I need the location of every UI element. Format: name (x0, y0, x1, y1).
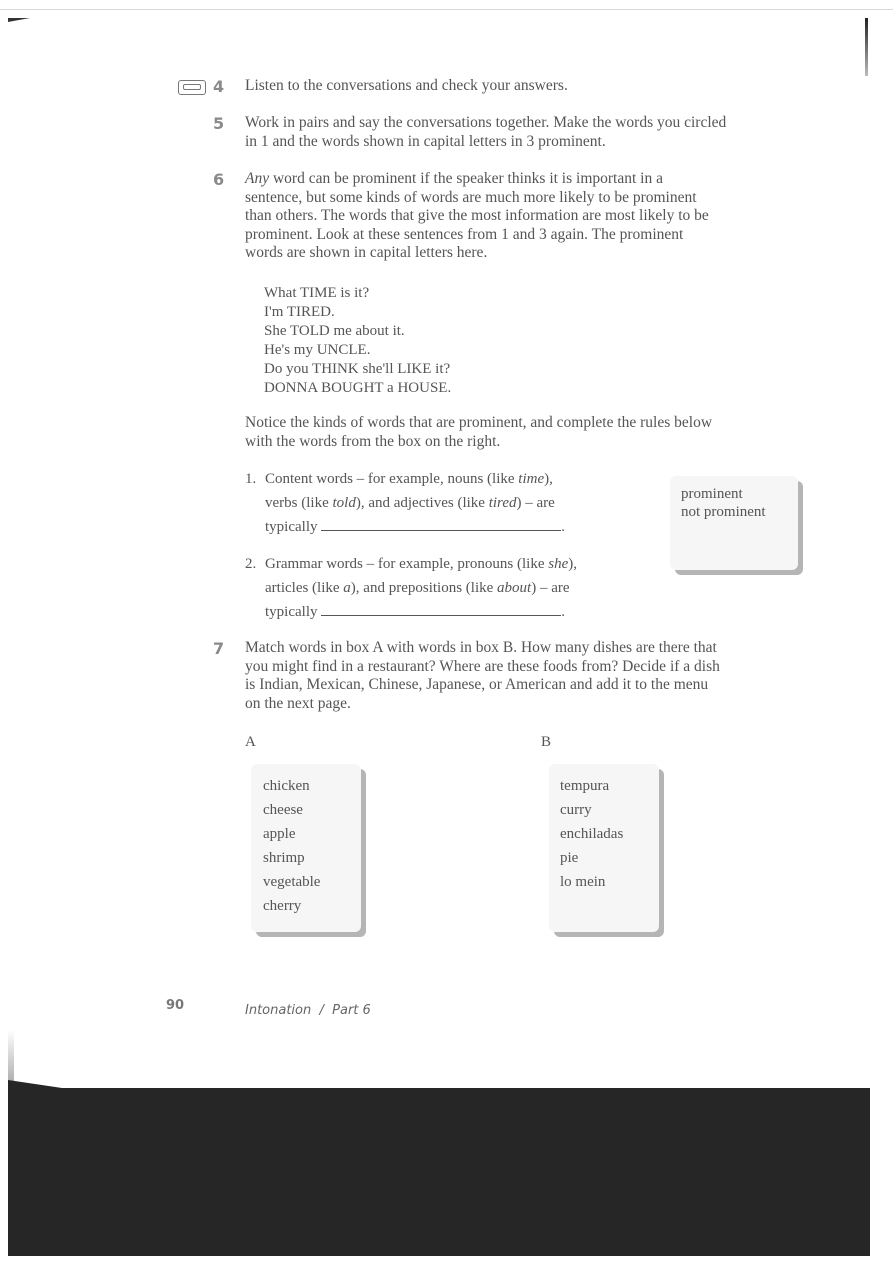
example-word: about (497, 580, 532, 596)
text-line: sentence, but some kinds of words are much more likely to be prominent (245, 188, 697, 206)
answer-blank[interactable] (321, 601, 561, 616)
exercise-5-text (245, 114, 825, 151)
example-word: time (518, 471, 545, 487)
exercise-7-text (245, 639, 825, 713)
text-line: Notice the kinds of words that are prominent, and complete the rules below (245, 414, 713, 431)
scan-dark-edge (8, 1080, 62, 1088)
exercise-4-text: Listen to the conversations and check your answers. (245, 77, 568, 94)
text: typically (265, 519, 318, 535)
sentence: She TOLD me about it. (264, 323, 405, 339)
scan-dark-background (8, 1088, 870, 1256)
text: ), (544, 471, 553, 487)
text: ), (568, 556, 578, 572)
text-line: words are shown in capital letters here. (245, 244, 488, 262)
sentence: Do you THINK she'll LIKE it? (264, 361, 451, 377)
scan-top-edge (0, 9, 893, 10)
word-box-a (251, 764, 361, 932)
scan-corner-mark (8, 18, 30, 22)
sentence: What TIME is it? (264, 285, 370, 301)
text-line: is Indian, Mexican, Chinese, Japanese, or American and add it to the menu (245, 676, 709, 694)
text-line: you might find in a restaurant? Where are these foods from? Decide if a dish (245, 657, 720, 675)
example-sentences (264, 284, 451, 398)
text-line: typically . (265, 515, 645, 539)
text: word can be prominent if the speaker thinks it is important in a (269, 170, 663, 187)
sentence: He's my UNCLE. (264, 342, 371, 358)
text: ), and prepositions (like (350, 580, 498, 596)
text-line (265, 576, 645, 600)
text-line: typically . (265, 600, 645, 624)
answer-word-box (670, 476, 798, 570)
box-word: prominent (681, 486, 743, 502)
exercise-6-text (245, 170, 825, 263)
text: ) – are (516, 495, 555, 511)
box-word: lo mein (560, 874, 606, 890)
answer-blank[interactable] (321, 516, 561, 531)
exercise-number: 7 (213, 639, 225, 658)
text-line: prominent. Look at these sentences from 1 and 3 again. The prominent (245, 225, 684, 243)
text: ), and adjectives (like (355, 495, 489, 511)
text-line: in 1 and the words shown in capital letters in 3 prominent. (245, 132, 606, 150)
cassette-icon (178, 80, 206, 95)
rule-2 (245, 552, 645, 624)
text-line: on the next page. (245, 694, 351, 712)
box-word: vegetable (263, 874, 321, 890)
box-word: shrimp (263, 850, 305, 866)
text-line (265, 467, 645, 491)
rule-number: 2. (245, 556, 257, 572)
exercise-number: 5 (213, 114, 225, 133)
text-line: with the words from the box on the right. (245, 432, 501, 450)
emphasis: Any (245, 170, 270, 187)
notice-instructions (245, 414, 825, 451)
sentence: DONNA BOUGHT a HOUSE. (264, 380, 452, 396)
rule-1 (245, 467, 645, 539)
box-word: cheese (263, 802, 303, 818)
exercise-number: 4 (213, 77, 225, 96)
box-b-label: B (541, 734, 552, 750)
example-word: told (332, 495, 356, 511)
box-word: apple (263, 826, 296, 842)
example-word: she (548, 556, 569, 572)
box-word: chicken (263, 778, 310, 794)
scan-edge-mark (865, 18, 868, 76)
text: articles (like (265, 580, 344, 596)
text: Content words – for example, nouns (like (265, 471, 519, 487)
text: Grammar words – for example, pronouns (like (265, 556, 549, 572)
word-box-b (549, 764, 659, 932)
rule-number: 1. (245, 471, 257, 487)
exercise-number: 6 (213, 170, 225, 189)
example-word: a (343, 580, 351, 596)
text-line (265, 491, 645, 515)
text-line: Match words in box A with words in box B. How many dishes are there that (245, 639, 717, 656)
box-word: curry (560, 802, 592, 818)
sentence: I'm TIRED. (264, 304, 335, 320)
text: verbs (like (265, 495, 333, 511)
text-line: than others. The words that give the most information are most likely to be (245, 207, 709, 225)
example-word: tired (488, 495, 517, 511)
section-title: Intonation / Part 6 (245, 1003, 371, 1018)
box-word: tempura (560, 778, 610, 794)
box-word: cherry (263, 898, 302, 914)
text-line (265, 552, 645, 576)
box-word: pie (560, 850, 579, 866)
box-a-label: A (245, 734, 256, 750)
box-word: not prominent (681, 504, 766, 520)
text: typically (265, 604, 318, 620)
text-line (245, 170, 825, 189)
scan-shadow (8, 1030, 14, 1085)
page-number: 90 (166, 998, 185, 1013)
text: ) – are (531, 580, 570, 596)
box-word: enchiladas (560, 826, 624, 842)
text-line: Work in pairs and say the conversations together. Make the words you circled (245, 114, 727, 131)
